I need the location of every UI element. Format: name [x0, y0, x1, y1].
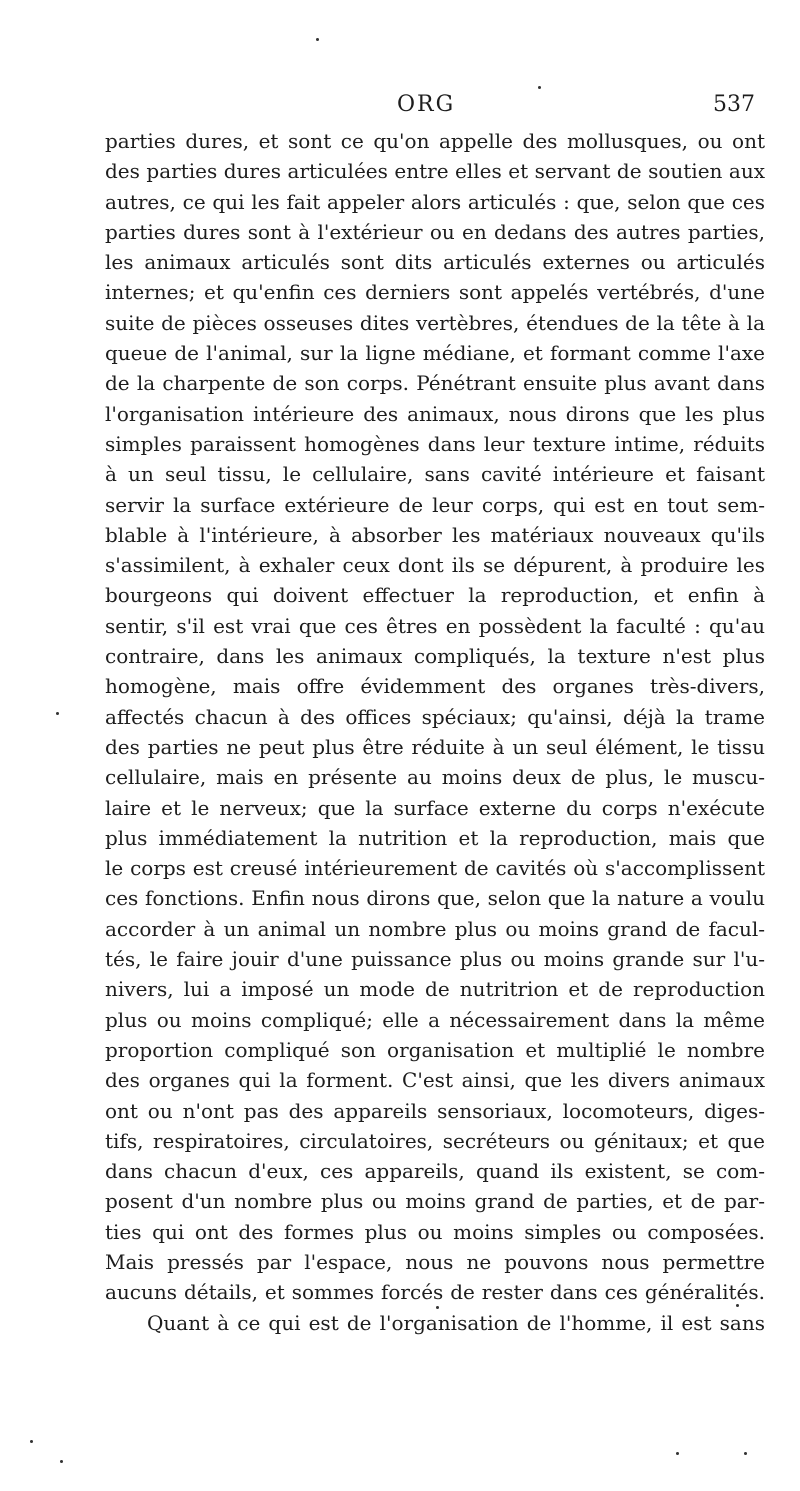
- text-line: homogène, mais offre évidemment des organes très-divers,: [105, 674, 765, 699]
- print-speck: [436, 1306, 439, 1309]
- text-line: laire et le nerveux; que la surface externe du corps n'exécute: [105, 795, 765, 820]
- text-line: Mais pressés par l'espace, nous ne pouvons nous permettre: [105, 1249, 765, 1274]
- text-line: dans chacun d'eux, ces appareils, quand ils existent, se com-: [105, 1159, 765, 1184]
- text-line: affectés chacun à des offices spéciaux; qu'ainsi, déjà la trame: [105, 704, 765, 729]
- text-line: plus immédiatement la nutrition et la reproduction, mais que: [105, 825, 765, 850]
- text-line: ont ou n'ont pas des appareils sensoriaux, locomoteurs, diges-: [105, 1098, 765, 1123]
- text-line: accorder à un animal un nombre plus ou moins grand de facul-: [105, 916, 765, 941]
- print-speck: [744, 1452, 747, 1455]
- text-line: plus ou moins compliqué; elle a nécessairement dans la même: [105, 1007, 765, 1032]
- text-line: des organes qui la forment. C'est ainsi, que les divers animaux: [105, 1068, 765, 1093]
- text-line: queue de l'animal, sur la ligne médiane, et formant comme l'axe: [105, 341, 765, 366]
- text-line: ties qui ont des formes plus ou moins simples ou composées.: [105, 1219, 765, 1244]
- text-line: parties dures, et sont ce qu'on appelle des mollusques, ou ont: [105, 129, 765, 153]
- text-line: autres, ce qui les fait appeler alors articulés : que, selon que ces: [105, 189, 765, 214]
- text-line: les animaux articulés sont dits articulés externes ou articulés: [105, 250, 765, 275]
- text-line: cellulaire, mais en présente au moins deux de plus, le muscu-: [105, 765, 765, 790]
- print-speck: [736, 1304, 739, 1307]
- page-number: 537: [713, 92, 755, 117]
- text-line: blable à l'intérieure, à absorber les matériaux nouveaux qu'ils: [105, 522, 765, 547]
- text-line: des parties dures articulées entre elles et servant de soutien aux: [105, 159, 765, 184]
- text-line: simples paraissent homogènes dans leur texture intime, réduits: [105, 431, 765, 456]
- body-text: [105, 126, 765, 1338]
- text-line: contraire, dans les animaux compliqués, la texture n'est plus: [105, 644, 765, 669]
- text-line: nivers, lui a imposé un mode de nutritrion et de reproduction: [105, 977, 765, 1002]
- text-line: servir la surface extérieure de leur corps, qui est en tout sem-: [105, 492, 765, 517]
- text-line: proportion compliqué son organisation et multiplié le nombre: [105, 1037, 765, 1062]
- text-line: s'assimilent, à exhaler ceux dont ils se dépurent, à produire les: [105, 553, 765, 578]
- text-line: sentir, s'il est vrai que ces êtres en possèdent la faculté : qu'au: [105, 613, 765, 638]
- text-line: tifs, respiratoires, circulatoires, secréteurs ou génitaux; et que: [105, 1128, 765, 1153]
- text-line: de la charpente de son corps. Pénétrant ensuite plus avant dans: [105, 371, 765, 396]
- print-speck: [316, 38, 319, 41]
- text-line: parties dures sont à l'extérieur ou en dedans des autres parties,: [105, 219, 765, 244]
- text-line: le corps est creusé intérieurement de cavités où s'accomplissent: [105, 856, 765, 881]
- print-speck: [30, 1440, 33, 1443]
- text-line: internes; et qu'enfin ces derniers sont appelés vertébrés, d'une: [105, 280, 765, 305]
- print-speck: [676, 1452, 679, 1455]
- print-speck: [60, 1460, 63, 1463]
- text-line: posent d'un nombre plus ou moins grand de parties, et de par-: [105, 1189, 765, 1214]
- text-line: à un seul tissu, le cellulaire, sans cavité intérieure et faisant: [105, 462, 765, 487]
- text-line: des parties ne peut plus être réduite à un seul élément, le tissu: [105, 734, 765, 759]
- text-line: suite de pièces osseuses dites vertèbres, étendues de la tête à la: [105, 310, 765, 335]
- paragraph-first-line: Quant à ce qui est de l'organisation de l'homme, il est sans: [147, 1310, 765, 1335]
- text-line: ces fonctions. Enfin nous dirons que, selon que la nature a voulu: [105, 886, 765, 911]
- text-line: l'organisation intérieure des animaux, nous dirons que les plus: [105, 401, 765, 426]
- text-line: tés, le faire jouir d'une puissance plus ou moins grande sur l'u-: [105, 947, 765, 972]
- text-line: bourgeons qui doivent effectuer la reproduction, et enfin à: [105, 583, 765, 608]
- text-line: aucuns détails, et sommes forcés de rester dans ces généralités.: [105, 1280, 765, 1305]
- print-speck: [56, 712, 59, 715]
- running-head-title: ORG: [397, 92, 456, 117]
- running-head: [105, 92, 765, 122]
- print-speck: [538, 86, 541, 89]
